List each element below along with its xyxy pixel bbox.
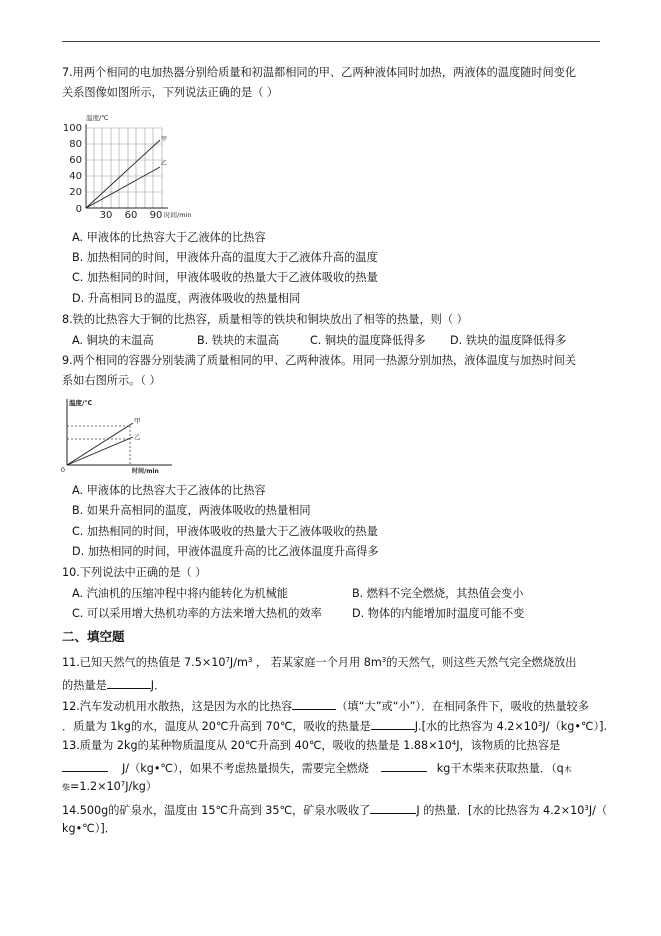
q14-line2: kg•℃）]．	[62, 822, 116, 835]
q8-options	[72, 334, 592, 348]
q11-answer-blank[interactable]	[107, 677, 151, 689]
q12-line2: ．质量为 1kg的水，温度从 20℃升高到 70℃，吸收的热量是 J.[水的比热容为 $4.2\times 10^3J/(kg•℃)$].	[62, 720, 608, 733]
q7-line-yi	[86, 167, 160, 208]
q9-origin-label: 0	[60, 466, 65, 474]
q8-option-d: D. 铁块的温度降低得多	[450, 334, 567, 347]
q9-graph-ylabel: 温度/℃	[69, 399, 93, 407]
q8-stem: 8.铁的比热容大于铜的比热容，质量相等的铁块和铜块放出了相等的热量，则（ ）	[62, 313, 468, 326]
q7-line-jia	[86, 140, 160, 208]
q7-graph-xlabel: 时间/min	[164, 211, 192, 219]
q7-label-jia: 甲	[161, 136, 168, 143]
q7-xtick-60: 60	[124, 210, 138, 221]
q8-option-a: A. 铜块的末温高	[72, 334, 154, 347]
q8-option-b: B. 铁块的末温高	[197, 334, 279, 347]
q9-line-yi	[67, 437, 133, 465]
q10-stem: 10.下列说法中正确的是（ ）	[62, 566, 207, 579]
q7-stem-line1: 7.用两个相同的电加热器分别给质量和初温都相同的甲、乙两种液体同时加热，两液体的温度随时间变化	[62, 66, 577, 79]
q10-option-c: C. 可以采用增大热机功率的方法来增大热机的效率	[72, 607, 322, 620]
q13-line1: 13.质量为 2kg的某种物质温度从 20℃升高到 40℃，吸收的热量是 $1.88\times 10^4J$，该物质的比热容是	[62, 739, 561, 752]
q7-ytick-0: 0	[75, 204, 82, 215]
q7-stem-line2: 关系图像如图所示，下列说法正确的是（ ）	[62, 86, 279, 99]
q13-line3: 柴$=1.2\times 10^7J/kg$）	[62, 780, 158, 793]
q7-ytick-60: 60	[69, 155, 82, 166]
q14-line1: 14.500g的矿泉水，温度由 15℃升高到 35℃，矿泉水吸收了 J 的热量．[水的比热容为 $4.2\times 10^3J/$（	[62, 804, 608, 817]
q8-option-c: C. 铜块的温度降低得多	[310, 334, 426, 347]
q7-option-b: B. 加热相同的时间，甲液体升高的温度大于乙液体升高的温度	[72, 251, 378, 264]
header-rule	[62, 41, 600, 42]
q10-option-d: D. 物体的内能增加时温度可能不变	[352, 607, 525, 620]
q11-line2: 的热量是 J．	[62, 679, 166, 692]
q7-xtick-30: 30	[99, 210, 113, 221]
q7-ytick-20: 20	[69, 187, 82, 198]
section-fill-in-title: 二、填空题	[62, 629, 125, 644]
q7-ytick-100: 100	[62, 123, 82, 134]
q13-line2: J/（kg•℃），如果不考虑热量损失，需要完全燃烧 kg干木柴来获取热量．（q木	[62, 760, 572, 777]
q7-option-d: D. 升高相同Ｂ的温度，两液体吸收的热量相同	[72, 292, 301, 305]
q9-stem-line2: 系如右图所示。（ ）	[62, 374, 161, 387]
q9-stem-line1: 9.两个相同的容器分别装满了质量相同的甲、乙两种液体。用同一热源分别加热，液体温度与加热时间关	[62, 354, 577, 367]
q9-option-d: D. 加热相同的时间，甲液体温度升高的比乙液体温度升高得多	[72, 545, 379, 558]
q9-option-c: C. 加热相同的时间，甲液体吸收的热量大于乙液体吸收的热量	[72, 525, 378, 538]
q12-answer-blank-2[interactable]	[371, 718, 415, 730]
q7-option-c: C. 加热相同的时间，甲液体吸收的热量大于乙液体吸收的热量	[72, 271, 378, 284]
q9-label-yi: 乙	[134, 433, 141, 441]
q9-graph	[60, 395, 180, 475]
q7-option-a: A. 甲液体的比热容大于乙液体的比热容	[72, 231, 266, 244]
q13-answer-blank-2[interactable]	[381, 760, 427, 772]
q12-answer-blank-1[interactable]	[292, 698, 336, 710]
q11-line1: 11.已知天然气的热值是 $7.5\times 10^7J/m^3$ ， 若某家庭一个月用 $8m^3$的天然气，则这些天然气完全燃烧放出	[62, 656, 577, 669]
q9-line-jia	[67, 423, 133, 465]
q9-option-a: A. 甲液体的比热容大于乙液体的比热容	[72, 484, 266, 497]
q7-xtick-90: 90	[149, 210, 163, 221]
q7-graph-ylabel: 温度/℃	[86, 114, 109, 122]
q14-answer-blank[interactable]	[370, 802, 416, 814]
q7-ytick-80: 80	[69, 139, 82, 150]
q9-option-b: B. 如果升高相同的温度，两液体吸收的热量相同	[72, 504, 311, 517]
q10-options-row1	[72, 587, 523, 601]
q9-graph-xlabel: 时间/min	[132, 468, 159, 475]
q12-line1: 12.汽车发动机用水散热，这是因为水的比热容 （填“大”或“小”）．在相同条件下，吸收的热量较多	[62, 700, 589, 713]
q10-option-a: A. 汽油机的压缩冲程中将内能转化为机械能	[72, 587, 288, 600]
q7-ytick-40: 40	[69, 171, 82, 182]
q7-label-yi: 乙	[161, 160, 168, 167]
q10-option-b: B. 燃料不完全燃烧，其热值会变小	[352, 587, 524, 600]
q7-graph	[60, 110, 210, 222]
q9-label-jia: 甲	[134, 417, 141, 425]
q10-options-row2	[72, 607, 524, 621]
q13-answer-blank-1[interactable]	[62, 760, 108, 772]
